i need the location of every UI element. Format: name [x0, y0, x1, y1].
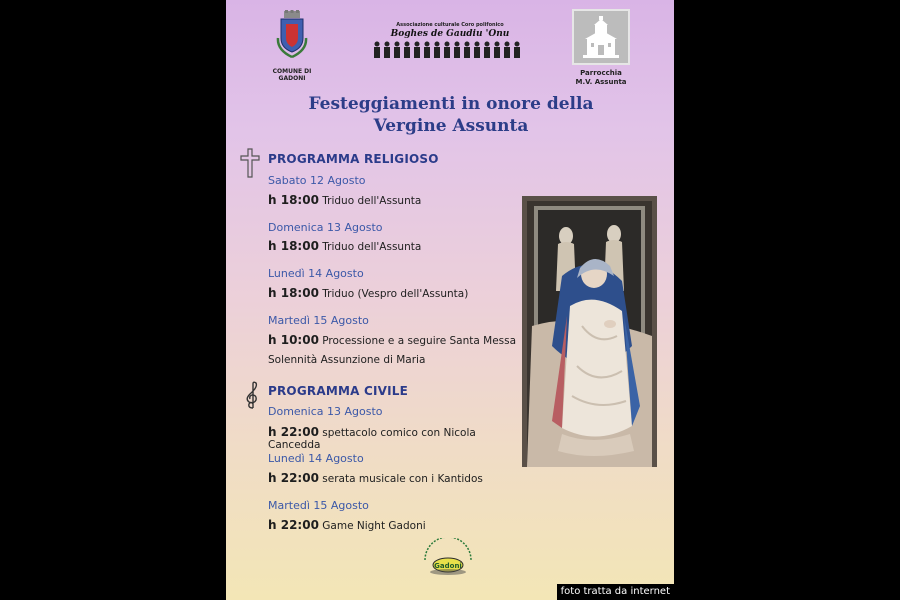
civil-event-2 — [268, 471, 528, 485]
religious-event-4 — [268, 333, 528, 366]
religious-event-2 — [268, 239, 528, 253]
religious-event-3 — [268, 286, 528, 300]
poster-title — [266, 93, 636, 137]
civil-day-1: Domenica 13 Agosto — [268, 405, 383, 418]
title-line1: Festeggiamenti in onore della — [308, 94, 594, 114]
civil-event-3-time: h 22:00 — [268, 518, 319, 532]
religious-event-1 — [268, 193, 528, 207]
religious-event-3-desc: Triduo (Vespro dell'Assunta) — [322, 288, 469, 300]
choir-members-icon — [372, 40, 526, 58]
festival-poster — [226, 0, 674, 600]
civil-event-3 — [268, 518, 528, 532]
parish-church-logo — [572, 9, 630, 65]
religious-event-2-desc: Triduo dell'Assunta — [322, 241, 422, 253]
virgin-statue-photo — [522, 196, 657, 467]
religious-event-1-desc: Triduo dell'Assunta — [322, 195, 422, 207]
comune-label — [262, 68, 322, 82]
civil-event-2-desc: serata musicale con i Kantidos — [322, 473, 483, 485]
religious-day-1: Sabato 12 Agosto — [268, 174, 366, 187]
title-line2: Vergine Assunta — [373, 116, 529, 136]
statue-image — [522, 196, 657, 467]
church-icon — [574, 11, 628, 63]
parish-label-line1: Parrocchia — [580, 69, 622, 77]
religious-day-4: Martedì 15 Agosto — [268, 314, 369, 327]
comune-label-line2: GADONI — [278, 75, 306, 82]
religious-day-2: Domenica 13 Agosto — [268, 221, 383, 234]
civil-event-3-desc: Game Night Gadoni — [322, 520, 426, 532]
religious-event-1-time: h 18:00 — [268, 193, 319, 207]
religious-program-heading: PROGRAMMA RELIGIOSO — [268, 152, 439, 166]
choir-name: Boghes de Gaudiu 'Onu — [390, 29, 510, 39]
religious-event-2-time: h 18:00 — [268, 239, 319, 253]
coat-of-arms-icon — [275, 10, 309, 58]
religious-day-3: Lunedì 14 Agosto — [268, 267, 364, 280]
religious-event-4-time: h 10:00 — [268, 333, 319, 347]
civil-program-heading: PROGRAMMA CIVILE — [268, 384, 409, 398]
civil-event-1-time: h 22:00 — [268, 425, 319, 439]
gadoni-association-logo-icon — [419, 538, 477, 578]
cross-icon — [240, 148, 260, 178]
choir-association-label: Associazione culturale Coro polifonico — [396, 22, 504, 28]
civil-event-2-time: h 22:00 — [268, 471, 319, 485]
parish-label-line2: M.V. Assunta — [575, 78, 627, 86]
treble-clef-icon — [244, 381, 260, 409]
religious-event-3-time: h 18:00 — [268, 286, 319, 300]
parish-label — [564, 69, 638, 87]
photo-credit: foto tratta da internet — [557, 584, 674, 600]
comune-label-line1: COMUNE DI — [272, 68, 312, 75]
religious-event-4-desc: Processione e a seguire Santa Messa — [322, 335, 517, 347]
civil-event-1-desc: spettacolo comico con Nicola Cancedda — [268, 427, 476, 451]
civil-day-3: Martedì 15 Agosto — [268, 499, 369, 512]
civil-event-1 — [268, 425, 528, 451]
religious-event-4-desc2: Solennità Assunzione di Maria — [268, 354, 426, 366]
bottom-logo-text: Gadoni — [434, 562, 462, 570]
civil-day-2: Lunedì 14 Agosto — [268, 452, 364, 465]
